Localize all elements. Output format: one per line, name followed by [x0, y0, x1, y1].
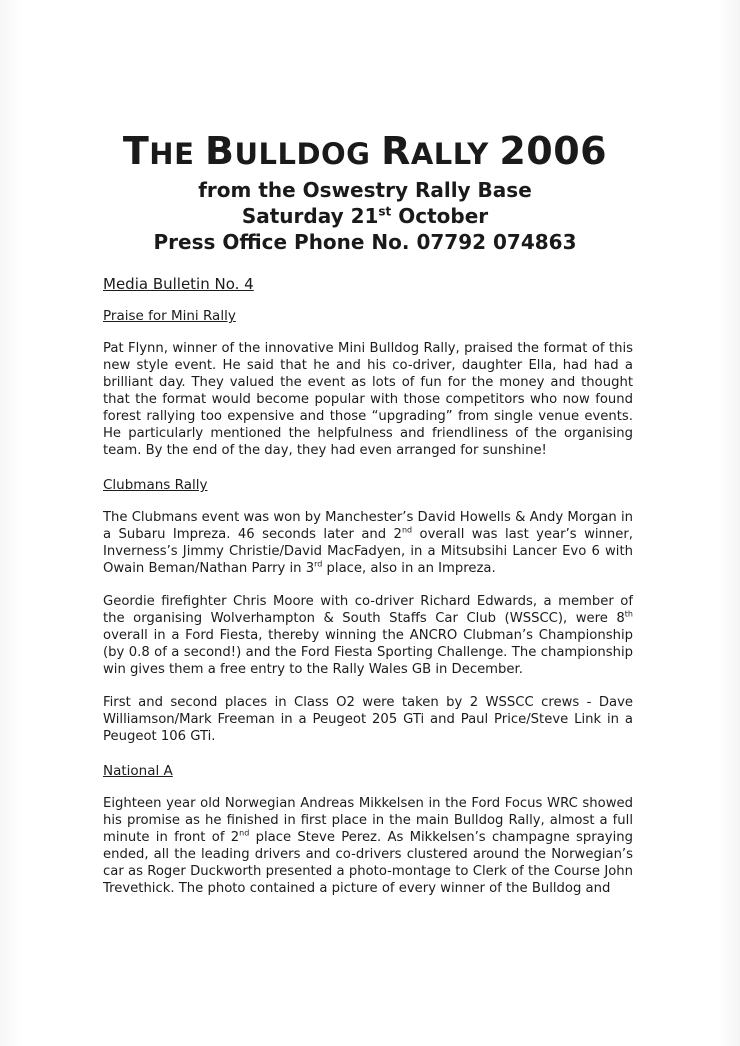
paragraph-clubmans-2: Geordie firefighter Chris Moore with co-driver Richard Edwards, a member of the organising Wolverhampton & South Staffs Car Club (WSSCC), were 8th overall in a Ford Fiesta, thereby winning the ANCRO Clubman’s Championship (by 0.8 of a second!) and the Ford Fiesta Sporting Challenge. The championship win gives them a free entry to the Rally Wales GB in December. [103, 594, 633, 677]
document-title: THE BULLDOG RALLY 2006 [122, 129, 608, 173]
paragraph-clubmans-3: First and second places in Class O2 were taken by 2 WSSCC crews - Dave Williamson/Mark Freeman in a Peugeot 205 GTi and Paul Price/Steve Link in a Peugeot 106 GTi. [103, 695, 633, 744]
press-phone-line: Press Office Phone No. 07792 074863 [153, 230, 577, 254]
document-header [0, 128, 730, 255]
venue-line: from the Oswestry Rally Base [198, 178, 532, 202]
paragraph-mini-1: Pat Flynn, winner of the innovative Mini Bulldog Rally, praised the format of this new style event. He said that he and his co-driver, daughter Ella, had had a brilliant day. They valued the event as lots of fun for the money and thought that the format would become popular with those competitors who now found forest rallying too expensive and those “upgrading” from single venue events. He particularly mentioned the helpfulness and friendliness of the organising team. By the end of the day, they had even arranged for sunshine! [103, 341, 633, 458]
paragraph-clubmans-1: The Clubmans event was won by Manchester’s David Howells & Andy Morgan in a Subaru Impreza. 46 seconds later and 2nd overall was last year’s winner, Inverness’s Jimmy Christie/David MacFadyen, in a Mitsubsihi Lancer Evo 6 with Owain Beman/Nathan Parry in 3rd place, also in an Impreza. [103, 510, 633, 576]
document-body [103, 274, 633, 913]
paragraph-national-1: Eighteen year old Norwegian Andreas Mikkelsen in the Ford Focus WRC showed his promise as he finished in first place in the main Bulldog Rally, almost a full minute in front of 2nd place Steve Perez. As Mikkelsen’s champagne spraying ended, all the leading drivers and co-drivers clustered around the Norwegian’s car as Roger Duckworth presented a photo-montage to Clerk of the Course John Trevethick. The photo contained a picture of every winner of the Bulldog and [103, 796, 634, 896]
date-line: Saturday 21st October [241, 204, 489, 228]
bulletin-heading: Media Bulletin No. 4 [103, 275, 254, 293]
section-heading-national: National A [103, 763, 173, 779]
section-heading-mini: Praise for Mini Rally [103, 308, 236, 324]
section-heading-clubmans: Clubmans Rally [103, 477, 208, 493]
